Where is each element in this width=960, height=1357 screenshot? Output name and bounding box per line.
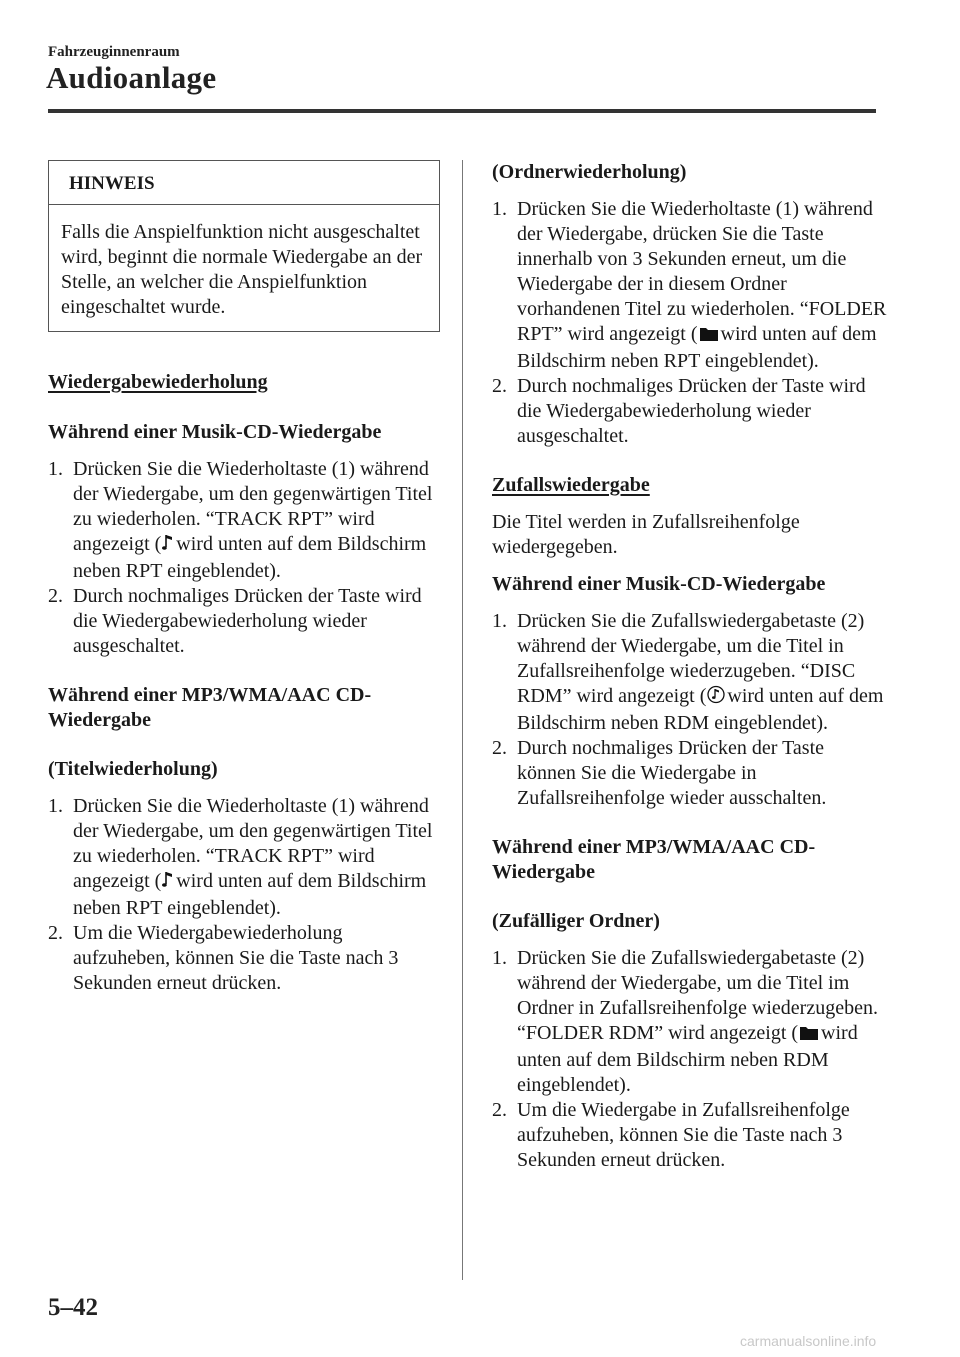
step-text: wird unten auf dem Bildschirm neben RPT eingeblendet). (73, 533, 427, 582)
step-text: wird unten auf dem Bildschirm neben RPT eingeblendet). (73, 870, 427, 919)
list-item (492, 609, 887, 736)
step-number: 1. (48, 458, 63, 480)
random-cd-steps (492, 609, 887, 811)
random-mp3-heading: Während einer MP3/WMA/AAC CD-Wiedergabe (492, 836, 816, 883)
page-title: Audioanlage (46, 60, 217, 95)
repeat-heading: Wiedergabewiederholung (48, 371, 268, 393)
header-rule (48, 109, 876, 113)
step-text: Drücken Sie die Wiederholtaste (1) während der Wiedergabe, drücken Sie die Taste innerhalb von 3 Sekunden erneut, um die Wiedergabe der in diesem Ordner vorhandenen Titel zu wiederholen. “FOLDER RPT” wird angezeigt ( (517, 198, 887, 345)
step-text: Drücken Sie die Zufallswiedergabetaste (2) während der Wiedergabe, um die Titel in Zufallsreihenfolge wiederzugeben. “DISC RDM” wird angezeigt ( (517, 610, 865, 707)
step-text: wird unten auf dem Bildschirm neben RDM eingeblendet). (517, 685, 884, 734)
step-text: Drücken Sie die Wiederholtaste (1) während der Wiedergabe, um den gegenwärtigen Titel zu wiederholen. “TRACK RPT” wird angezeigt ( (73, 458, 433, 555)
list-item (48, 921, 440, 996)
step-number: 2. (492, 1099, 507, 1121)
music-note-icon (162, 533, 174, 559)
random-folder-heading: (Zufälliger Ordner) (492, 910, 660, 932)
step-number: 1. (492, 610, 507, 632)
folder-repeat-steps (492, 197, 887, 449)
repeat-mp3-heading: Während einer MP3/WMA/AAC CD-Wiedergabe (48, 684, 372, 731)
note-box (48, 160, 440, 332)
list-item (492, 374, 887, 449)
list-item (492, 946, 887, 1098)
list-item (492, 1098, 887, 1173)
step-text: wird unten auf dem Bildschirm neben RPT eingeblendet). (517, 323, 877, 372)
step-number: 2. (48, 585, 63, 607)
note-label: HINWEIS (49, 161, 439, 205)
folder-icon (699, 324, 719, 349)
random-folder-steps (492, 946, 887, 1173)
step-text: Drücken Sie die Zufallswiedergabetaste (2) während der Wiedergabe, um die Titel im Ordner in Zufallsreihenfolge wiederzugeben. “FOLDER RDM” wird angezeigt ( (517, 947, 878, 1044)
list-item (492, 197, 887, 374)
page-number: 5–42 (48, 1294, 98, 1321)
step-text: Durch nochmaliges Drücken der Taste können Sie die Wiedergabe in Zufallsreihenfolge wieder ausschalten. (517, 737, 827, 809)
random-heading: Zufallswiedergabe (492, 474, 650, 496)
list-item (48, 457, 440, 584)
step-text: Um die Wiedergabewiederholung aufzuheben, können Sie die Taste nach 3 Sekunden erneut drücken. (73, 922, 399, 994)
repeat-cd-heading: Während einer Musik-CD-Wiedergabe (48, 421, 382, 443)
step-number: 2. (48, 922, 63, 944)
random-intro: Die Titel werden in Zufallsreihenfolge wiedergegeben. (492, 511, 800, 558)
step-number: 2. (492, 375, 507, 397)
step-number: 1. (492, 198, 507, 220)
music-note-icon (162, 870, 174, 896)
track-repeat-heading: (Titelwiederholung) (48, 758, 218, 780)
list-item (492, 736, 887, 811)
repeat-cd-steps (48, 457, 440, 659)
column-divider (462, 160, 463, 1280)
folder-icon (799, 1023, 819, 1048)
track-repeat-steps (48, 794, 440, 996)
note-text: Falls die Anspielfunktion nicht ausgeschaltet wird, beginnt die normale Wiedergabe an der Stelle, an welcher die Anspielfunktion eingeschaltet wurde. (61, 221, 423, 318)
right-column (492, 160, 887, 1197)
step-text: Durch nochmaliges Drücken der Taste wird die Wiedergabewiederholung wieder ausgeschaltet. (73, 585, 422, 657)
folder-repeat-heading: (Ordnerwiederholung) (492, 161, 687, 183)
step-text: Um die Wiedergabe in Zufallsreihenfolge aufzuheben, können Sie die Taste nach 3 Sekunden erneut drücken. (517, 1099, 850, 1171)
step-number: 1. (492, 947, 507, 969)
section-label: Fahrzeuginnenraum (48, 44, 180, 60)
step-text: Drücken Sie die Wiederholtaste (1) während der Wiedergabe, um den gegenwärtigen Titel zu wiederholen. “TRACK RPT” wird angezeigt ( (73, 795, 433, 892)
step-number: 2. (492, 737, 507, 759)
list-item (48, 584, 440, 659)
watermark: carmanualsonline.info (740, 1333, 877, 1349)
list-item (48, 794, 440, 921)
random-cd-heading: Während einer Musik-CD-Wiedergabe (492, 573, 826, 595)
left-column (48, 160, 440, 1020)
disc-note-icon (707, 685, 725, 711)
step-text: Durch nochmaliges Drücken der Taste wird die Wiedergabewiederholung wieder ausgeschaltet. (517, 375, 866, 447)
step-text: wird unten auf dem Bildschirm neben RDM eingeblendet). (517, 1022, 858, 1096)
step-number: 1. (48, 795, 63, 817)
